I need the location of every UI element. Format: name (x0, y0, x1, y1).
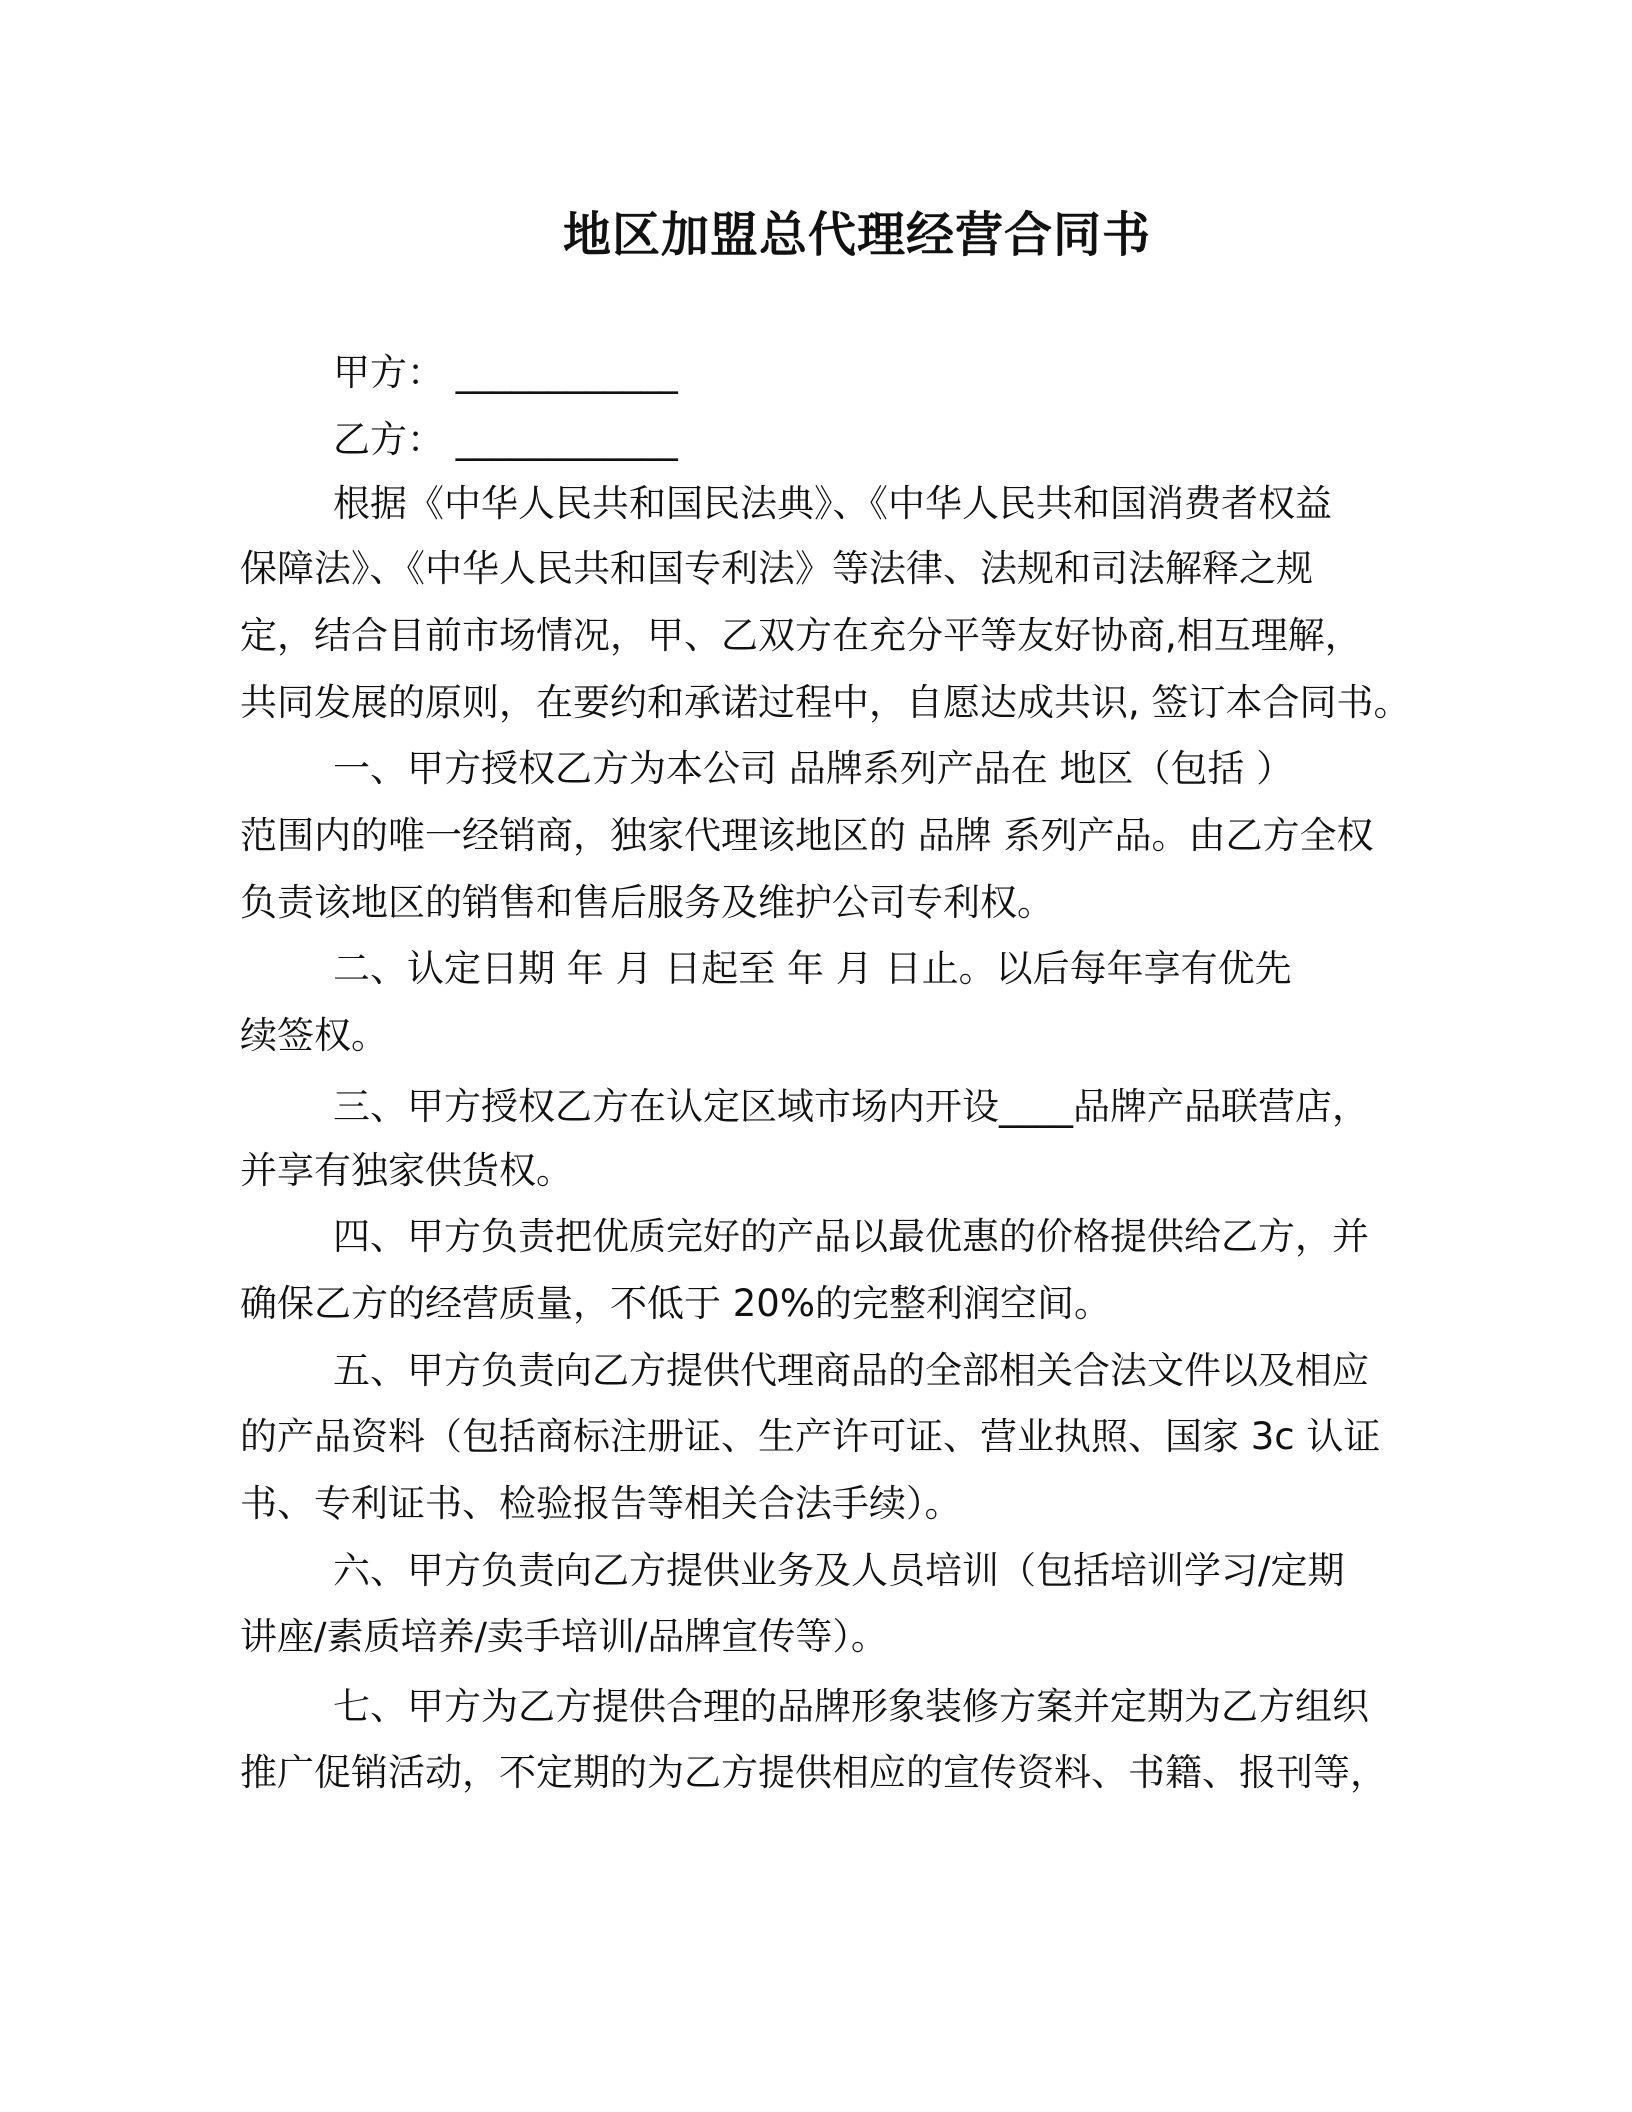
preamble-line: 保障法》、《中华人民共和国专利法》等法律、法规和司法解释之规 (240, 547, 1313, 590)
preamble-line: 根据《中华人民共和国民法典》、《中华人民共和国消费者权益 (333, 482, 1332, 525)
clause-5-line: 五、甲方负责向乙方提供代理商品的全部相关合法文件以及相应 (333, 1349, 1369, 1392)
party-b-line: 乙方： ____________ (333, 418, 678, 461)
clause-2-line: 二、认定日期 年 月 日起至 年 月 日止。以后每年享有优先 (333, 947, 1292, 990)
clause-2-line: 续签权。 (240, 1014, 388, 1057)
clause-5-line: 书、专利证书、检验报告等相关合法手续）。 (240, 1482, 962, 1525)
clause-7-line: 推广促销活动，不定期的为乙方提供相应的宣传资料、书籍、报刊等， (240, 1751, 1387, 1794)
preamble-line: 定，结合目前市场情况，甲、乙双方在充分平等友好协商,相互理解， (240, 614, 1362, 657)
clause-6-line: 六、甲方负责向乙方提供业务及人员培训（包括培训学习/定期 (333, 1549, 1345, 1592)
document-title: 地区加盟总代理经营合同书 (562, 207, 1151, 263)
clause-6-line: 讲座/素质培养/卖手培训/品牌宣传等）。 (240, 1615, 888, 1658)
clause-1-line: 范围内的唯一经销商，独家代理该地区的 品牌 系列产品。由乙方全权 (240, 814, 1374, 857)
preamble-line: 共同发展的原则，在要约和承诺过程中，自愿达成共识, 签订本合同书。 (240, 681, 1411, 724)
clause-7-line: 七、甲方为乙方提供合理的品牌形象装修方案并定期为乙方组织 (333, 1685, 1369, 1728)
clause-4-line: 四、甲方负责把优质完好的产品以最优惠的价格提供给乙方，并 (333, 1215, 1369, 1258)
clause-3-line: 并享有独家供货权。 (240, 1149, 573, 1192)
clause-5-line: 的产品资料（包括商标注册证、生产许可证、营业执照、国家 3c 认证 (240, 1415, 1381, 1458)
clause-1-line: 一、甲方授权乙方为本公司 品牌系列产品在 地区（包括 ） (333, 747, 1294, 790)
party-a-line: 甲方： ____________ (333, 351, 678, 394)
clause-1-line: 负责该地区的销售和售后服务及维护公司专利权。 (240, 881, 1054, 924)
clause-3-line: 三、甲方授权乙方在认定区域市场内开设____品牌产品联营店， (333, 1085, 1369, 1128)
clause-4-line: 确保乙方的经营质量，不低于 20%的完整利润空间。 (240, 1282, 1111, 1325)
